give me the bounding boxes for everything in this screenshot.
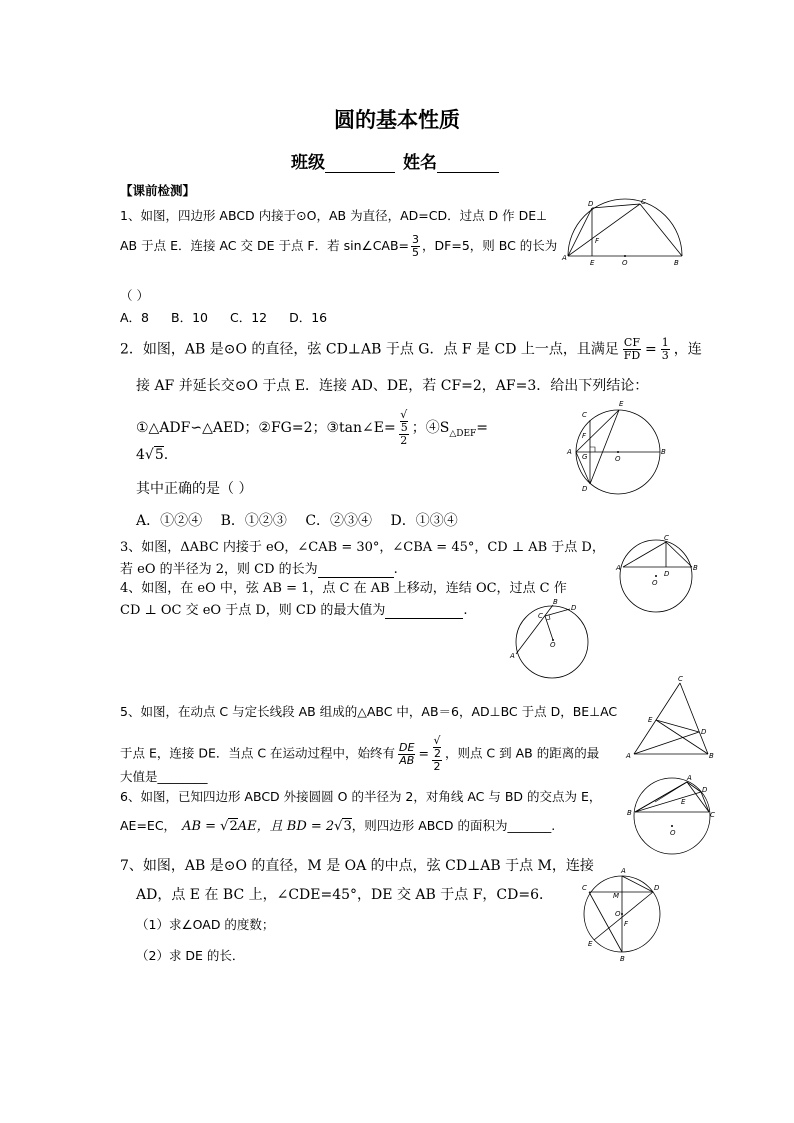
figure-3 (614, 534, 706, 614)
q1-options (120, 308, 327, 326)
name-label: 姓名 (403, 148, 499, 173)
fig5-label-a: A (626, 752, 631, 760)
fig1-label-d: D (588, 200, 594, 208)
fig1-label-e: E (590, 259, 595, 267)
q7-part2: （2）求 DE 的长． (136, 948, 245, 963)
q2-option-c[interactable]: C．②③④ (305, 513, 373, 529)
fig6-label-b: B (627, 809, 632, 817)
fig5-label-e: E (648, 716, 653, 724)
fig7-label-f: F (624, 920, 629, 928)
fig3-label-o: O (652, 579, 658, 587)
q1-option-c[interactable]: C．12 (229, 310, 268, 325)
q5-line1: 5、如图，在动点 C 与定长线段 AB 组成的△ABC 中，AB＝6，AD⊥BC 于点 D，BE⊥AC (120, 704, 618, 719)
section-heading: 【课前检测】 (120, 183, 196, 198)
q2-option-a[interactable]: A．①②④ (136, 513, 203, 529)
q4-line2: CD ⊥ OC 交 eO 于点 D，则 CD 的最大值为 . (120, 603, 468, 618)
q6-line2: AE=EC， AB = √2AE，且 BD = 2√3，则四边形 ABCD 的面积为_______. (120, 818, 556, 834)
q7-part1: （1）求∠OAD 的度数； (136, 917, 275, 932)
fig4-label-o: O (550, 641, 556, 649)
fig3-label-d: D (664, 570, 670, 578)
fig6-label-c: C (710, 811, 715, 819)
fig7-label-o: O (615, 910, 621, 918)
figure-7 (580, 862, 670, 964)
fig2-label-d: D (582, 485, 588, 493)
fig4-label-a: A (510, 652, 515, 660)
figure-1 (560, 196, 685, 266)
fig2-label-b: B (661, 448, 666, 456)
fig2-label-a: A (567, 448, 572, 456)
q4-answer-blank[interactable] (385, 603, 463, 619)
q2-line2: 接 AF 并延长交⊙O 于点 E．连接 AD、DE，若 CF=2，AF=3．给出下列结论： (136, 378, 649, 394)
fig7-label-b: B (620, 955, 625, 963)
fig2-label-g: G (582, 453, 588, 461)
fig1-label-b: B (674, 259, 679, 267)
fig4-label-d: D (571, 604, 577, 612)
q6-line1: 6、如图，已知四边形 ABCD 外接圆圆 O 的半径为 2，对角线 AC 与 BD 的交点为 E， (120, 789, 602, 804)
fig2-label-e: E (619, 400, 624, 408)
fig3-label-b: B (693, 564, 698, 572)
q1-line1: 1、如图，四边形 ABCD 内接于⊙O，AB 为直径，AD=CD．过点 D 作 DE⊥ (120, 208, 548, 223)
fig7-label-e: E (588, 940, 593, 948)
q2-answer-prompt: 其中正确的是（ ） (136, 481, 253, 497)
fig4-label-c: C (538, 612, 543, 620)
q2-line1: 2．如图，AB 是⊙O 的直径，弦 CD⊥AB 于点 G．点 F 是 CD 上一点，且满足 $\frac{CF}{FD}$ = $\frac{1}{3}$ ，连 (120, 336, 702, 363)
fig5-label-d: D (701, 728, 707, 736)
q2-options (136, 510, 458, 530)
figure-4 (505, 596, 597, 680)
q1-line2: AB 于点 E．连接 AC 交 DE 于点 F．若 sin∠CAB= $\frac{3}{5}$ ，DF=5，则 BC 的长为 (120, 233, 558, 260)
q3-line1: 3、如图，ΔABC 内接于 eO，∠CAB = 30°，∠CBA = 45°，CD ⊥ AB 于点 D， (120, 540, 605, 555)
q1-option-d[interactable]: D．16 (289, 310, 328, 325)
fig7-label-m: M (613, 892, 620, 900)
fig7-label-c: C (582, 884, 587, 892)
fig2-label-c: C (582, 411, 587, 419)
fig7-label-d: D (654, 884, 660, 892)
figure-6 (625, 772, 720, 860)
fig1-label-f: F (595, 237, 600, 245)
q7-line1: 7、如图，AB 是⊙O 的直径，M 是 OA 的中点，弦 CD⊥AB 于点 M，连接 (120, 858, 594, 874)
fig4-label-b: B (553, 598, 558, 606)
fig5-label-c: C (678, 675, 683, 683)
q1-option-b[interactable]: B．10 (171, 310, 208, 325)
fig6-label-a: A (687, 774, 692, 782)
class-label: 班级 (291, 148, 395, 173)
fig7-label-a: A (621, 867, 626, 875)
fig1-label-a: A (562, 254, 567, 262)
q1-paren: （ ） (120, 288, 149, 303)
fig5-label-b: B (709, 752, 714, 760)
class-blank[interactable] (325, 172, 395, 173)
fig1-label-o: O (622, 259, 628, 267)
q2-conclusions: ①△ADF∽△AED；②FG=2；③tan∠E= √ 5 2 ；$④S_{\triangle DEF}=$ (136, 408, 489, 448)
q2-line4: 4√5. (136, 447, 169, 463)
fig2-label-o: O (615, 455, 621, 463)
fig3-label-c: C (664, 534, 669, 542)
page-title: 圆的基本性质 (334, 108, 460, 132)
q2-option-d[interactable]: D．①③④ (390, 513, 458, 529)
fig3-label-a: A (616, 564, 621, 572)
q5-line2: 于点 E，连接 DE．当点 C 在运动过程中，始终有 $\frac{DE}{AB}$ = √ 2 2 ，则点 C 到 AB 的距离的最 (120, 734, 600, 774)
q5-line3: 大值是________ (120, 769, 208, 784)
q3-answer-blank[interactable] (318, 562, 394, 578)
figure-5 (623, 672, 718, 762)
fig1-label-c: C (641, 198, 646, 206)
q1-option-a[interactable]: A．8 (120, 310, 150, 325)
fig6-label-d: D (702, 786, 708, 794)
q2-option-b[interactable]: B．①②③ (220, 513, 287, 529)
name-blank[interactable] (437, 172, 499, 173)
fig6-label-o: O (670, 829, 676, 837)
figure-2 (563, 398, 673, 496)
q4-line1: 4、如图，在 eO 中，弦 AB = 1，点 C 在 AB 上移动，连结 OC，过点 C 作 (120, 581, 567, 596)
q7-line2: AD，点 E 在 BC 上，∠CDE=45°，DE 交 AB 于点 F，CD=6． (136, 887, 553, 903)
fig2-label-f: F (582, 432, 587, 440)
q3-line2: 若 eO 的半径为 2，则 CD 的长为 . (120, 562, 398, 577)
fig6-label-e: E (681, 798, 686, 806)
